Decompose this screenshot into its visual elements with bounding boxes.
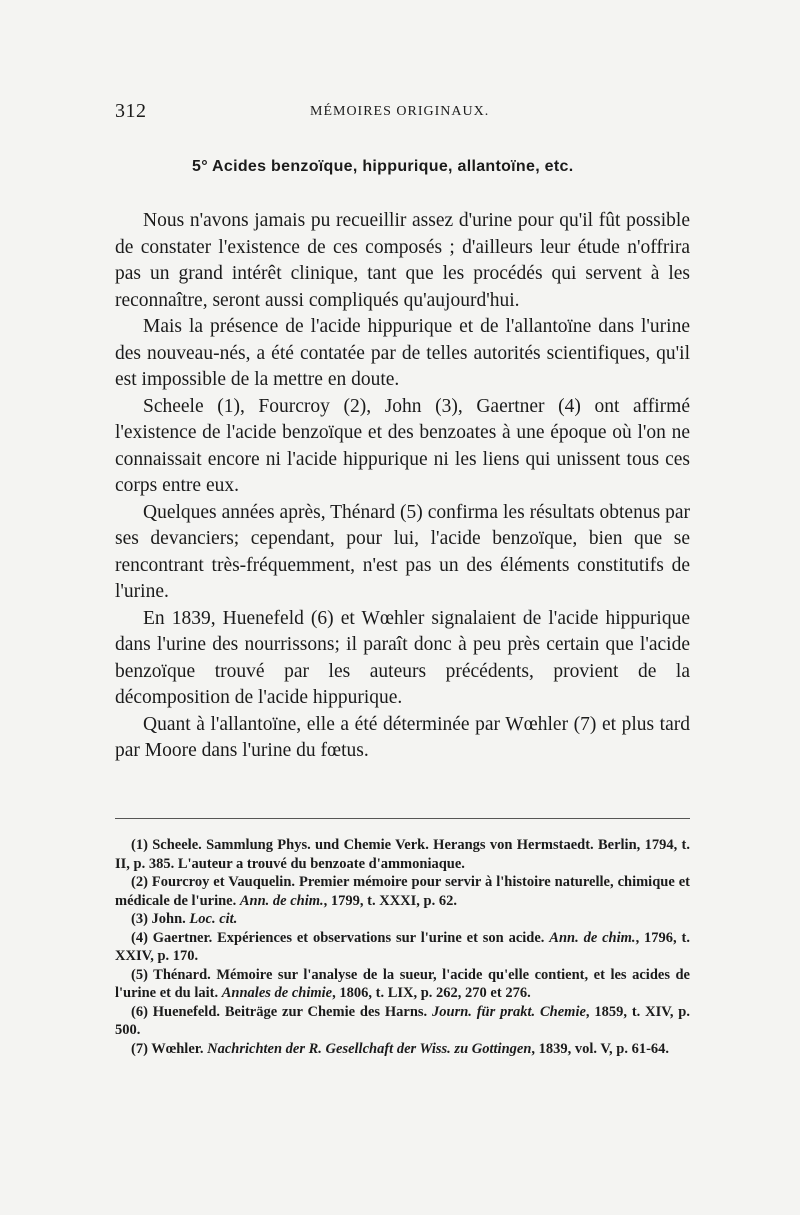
page-number: 312: [115, 100, 147, 122]
paragraph: Nous n'avons jamais pu recueillir assez d'urine pour qu'il fût possible de constater l'existence de ces composés ; d'ailleurs leur étude n'offrira pas un grand intérêt clinique, tant que les procédés qui servent à les reconnaître, seront aussi compliqués qu'aujourd'hui.: [115, 210, 690, 311]
paragraph: Quelques années après, Thénard (5) confirma les résultats obtenus par ses devanciers; cependant, pour lui, l'acide benzoïque, bien que se rencontrant très-fréquemment, n'est pas un des éléments constitutifs de l'urine.: [115, 501, 690, 602]
footnote-text: , 1806, t. LIX, p. 262, 270 et 276.: [332, 985, 531, 1001]
body-text: [115, 208, 690, 765]
footnote: [115, 910, 690, 929]
footnote-text: , 1799, t. XXXI, p. 62.: [323, 892, 457, 909]
paragraph: Quant à l'allantoïne, elle a été déterminée par Wœhler (7) et plus tard par Moore dans l'urine du fœtus.: [115, 713, 690, 761]
footnote-citation: Nachrichten der R. Gesellchaft der Wiss. zu Gottingen: [207, 1040, 532, 1057]
footnote-text: , 1839, vol. V, p. 61-64.: [531, 1040, 670, 1057]
footnote-citation: Ann. de chim.: [239, 892, 324, 909]
footnotes: [115, 836, 690, 1058]
footnote-citation: Journ. für prakt. Chemie: [432, 1003, 586, 1020]
footnote: [115, 1040, 690, 1059]
journal-title: MÉMOIRES ORIGINAUX.: [310, 104, 490, 119]
footnote-text: (7) Wœhler.: [131, 1040, 208, 1057]
footnote: [115, 873, 690, 910]
footnote-citation: Annales de chimie: [221, 985, 333, 1001]
footnote-text: (6) Huenefeld. Beiträge zur Chemie des Harns.: [131, 1003, 432, 1020]
paragraph: Mais la présence de l'acide hippurique et de l'allantoïne dans l'urine des nouveau-nés, a été contatée par de telles autorités scientifiques, qu'il est impossible de la mettre en doute.: [115, 316, 690, 390]
footnote-text: , 1796, t. XXIV, p. 170.: [115, 929, 690, 964]
footnote-text: (3) John.: [131, 911, 190, 927]
running-head: [115, 100, 690, 124]
section-title: 5° Acides benzoïque, hippurique, allantoïne, etc.: [192, 158, 574, 175]
footnote: [115, 1003, 690, 1040]
footnote: [115, 929, 690, 966]
footnote-text: (1) Scheele. Sammlung Phys. und Chemie Verk. Herangs von Hermstaedt. Berlin, 1794, t. II, p. 385. L'auteur a trouvé du benzoate d'ammoniaque.: [115, 837, 690, 872]
footnote-text: (4) Gaertner. Expériences et observations sur l'urine et son acide.: [131, 929, 550, 946]
footnote-text: (2) Fourcroy et Vauquelin. Premier mémoire pour servir à l'histoire naturelle, chimique et médicale de l'urine.: [115, 874, 690, 909]
footnote-text: , 1859, t. XIV, p. 500.: [115, 1003, 690, 1038]
footnote: [115, 836, 690, 873]
footnote: [115, 966, 690, 1003]
paragraph: En 1839, Huenefeld (6) et Wœhler signalaient de l'acide hippurique dans l'urine des nourrissons; il paraît donc à peu près certain que l'acide benzoïque trouvé par les auteurs précédents, provient de la décomposition de l'acide hippurique.: [115, 607, 690, 708]
footnote-divider: [115, 818, 690, 819]
footnote-text: (5) Thénard. Mémoire sur l'analyse de la sueur, l'acide qu'elle contient, et les acides de l'urine et du lait.: [115, 966, 690, 1001]
footnote-citation: Ann. de chim.: [549, 929, 636, 946]
paragraph: Scheele (1), Fourcroy (2), John (3), Gaertner (4) ont affirmé l'existence de l'acide benzoïque et des benzoates à une époque où l'on ne connaissait encore ni l'acide hippurique ni les liens qui unissent tous ces corps entre eux.: [115, 395, 690, 496]
footnote-citation: Loc. cit.: [189, 911, 238, 927]
